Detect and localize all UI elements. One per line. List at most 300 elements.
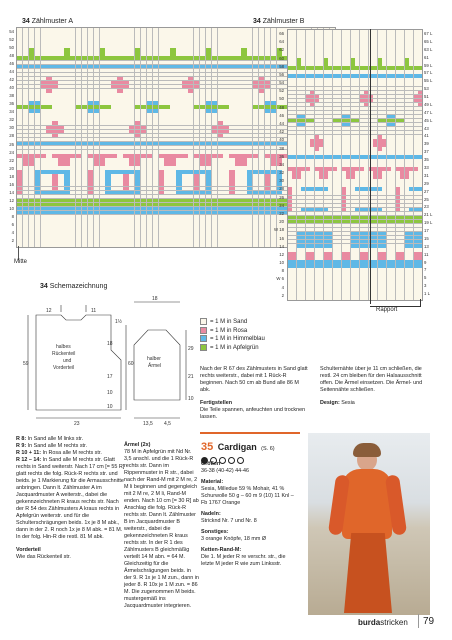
chart-cell [418, 119, 422, 123]
chart-cell [41, 223, 46, 227]
chart-cell [82, 138, 87, 142]
chart-cell [212, 235, 217, 239]
chart-cell [306, 163, 310, 167]
chart-cell [147, 48, 152, 52]
chart-cell [58, 243, 63, 247]
chart-cell [324, 284, 328, 288]
chart-cell [235, 158, 240, 162]
chart-cell [409, 62, 413, 66]
chart-cell [378, 284, 382, 288]
chart-cell [17, 223, 22, 227]
chart-cell [301, 78, 305, 82]
chart-cell [288, 147, 292, 151]
chart-cell [355, 58, 359, 62]
chart-cell [123, 32, 128, 36]
chart-cell [355, 95, 359, 99]
chart-cell [319, 135, 323, 139]
chart-cell [218, 28, 223, 32]
chart-cell [319, 119, 323, 123]
chart-cell [418, 30, 422, 34]
chart-cell [337, 208, 341, 212]
chart-cell [396, 111, 400, 115]
chart-cell [396, 143, 400, 147]
chart-cell [333, 244, 337, 248]
chart-cell [414, 244, 418, 248]
chart-cell [405, 147, 409, 151]
chart-cell [82, 211, 87, 215]
chart-cell [58, 166, 63, 170]
chart-cell [405, 196, 409, 200]
chart-cell [52, 187, 57, 191]
chart-cell [159, 162, 164, 166]
chart-cell [147, 195, 152, 199]
chart-cell [17, 199, 22, 203]
chart-cell [324, 260, 328, 264]
chart-cell [288, 119, 292, 123]
chart-cell [212, 121, 217, 125]
chart-cell [414, 236, 418, 240]
chart-cell [188, 166, 193, 170]
chart-cell [328, 264, 332, 268]
chart-cell [355, 70, 359, 74]
chart-cell [141, 69, 146, 73]
chart-cell [297, 228, 301, 232]
chart-cell [405, 212, 409, 216]
chart-cell [100, 89, 105, 93]
chart-cell [382, 191, 386, 195]
chart-cell [346, 236, 350, 240]
chart-cell [46, 121, 51, 125]
chart-cell [94, 215, 99, 219]
chart-cell [94, 36, 99, 40]
chart-cell [182, 231, 187, 235]
chart-cell [117, 121, 122, 125]
chart-cell [319, 103, 323, 107]
chart-cell [351, 151, 355, 155]
chart-cell [29, 146, 34, 150]
chart-cell [170, 56, 175, 60]
chart-cell [17, 117, 22, 121]
chart-cell [229, 235, 234, 239]
chart-cell [88, 166, 93, 170]
chart-cell [391, 78, 395, 82]
chart-cell [351, 264, 355, 268]
chart-cell [247, 44, 252, 48]
chart-cell [141, 211, 146, 215]
chart-cell [253, 93, 258, 97]
chart-cell [100, 174, 105, 178]
chart-cell [315, 131, 319, 135]
chart-cell [378, 54, 382, 58]
chart-cell [315, 216, 319, 220]
chart-cell [206, 97, 211, 101]
chart-cell [241, 227, 246, 231]
chart-cell [135, 40, 140, 44]
chart-cell [315, 155, 319, 159]
chart-cell [88, 219, 93, 223]
chart-cell [373, 66, 377, 70]
chart-cell [360, 196, 364, 200]
chart-cell [141, 109, 146, 113]
chart-cell [182, 203, 187, 207]
chart-cell [382, 204, 386, 208]
chart-cell [88, 126, 93, 130]
chart-cell [105, 113, 110, 117]
chart-cell [360, 260, 364, 264]
chart-cell [333, 171, 337, 175]
chart-cell [333, 196, 337, 200]
chart-cell [253, 48, 258, 52]
row-label: 54 [279, 80, 284, 86]
chart-cell [46, 89, 51, 93]
chart-cell [170, 215, 175, 219]
chart-cell [387, 91, 391, 95]
chart-cell [360, 200, 364, 204]
chart-cell [418, 232, 422, 236]
chart-cell [176, 182, 181, 186]
chart-cell [265, 56, 270, 60]
chart-cell [88, 146, 93, 150]
chart-cell [265, 109, 270, 113]
chart-cell [333, 34, 337, 38]
chart-cell [319, 155, 323, 159]
chart-cell [297, 264, 301, 268]
chart-cell [310, 123, 314, 127]
chart-cell [342, 224, 346, 228]
chart-cell [17, 211, 22, 215]
chart-cell [41, 235, 46, 239]
chart-cell [315, 212, 319, 216]
chart-cell [153, 121, 158, 125]
chart-cell [218, 182, 223, 186]
chart-cell [418, 196, 422, 200]
chart-cell [328, 167, 332, 171]
chart-cell [306, 216, 310, 220]
chart-cell [418, 224, 422, 228]
chart-cell [241, 93, 246, 97]
chart-cell [194, 235, 199, 239]
chart-cell [129, 243, 134, 247]
chart-cell [147, 182, 152, 186]
chart-cell [70, 130, 75, 134]
chart-cell [188, 77, 193, 81]
chart-cell [259, 187, 264, 191]
chart-cell [111, 97, 116, 101]
chart-cell [310, 240, 314, 244]
chart-cell [88, 231, 93, 235]
chart-cell [153, 105, 158, 109]
chart-cell [135, 48, 140, 52]
chart-cell [235, 32, 240, 36]
chart-cell [405, 280, 409, 284]
chart-cell [378, 191, 382, 195]
chart-cell [391, 66, 395, 70]
chart-cell [141, 81, 146, 85]
chart-cell [259, 126, 264, 130]
chart-cell [147, 56, 152, 60]
chart-cell [328, 159, 332, 163]
chart-cell [355, 91, 359, 95]
chart-cell [41, 28, 46, 32]
chart-cell [200, 130, 205, 134]
row-label: 46 [279, 112, 284, 118]
chart-cell [123, 85, 128, 89]
chart-cell [218, 146, 223, 150]
chart-cell [200, 150, 205, 154]
chart-cell [396, 232, 400, 236]
chart-cell [111, 142, 116, 146]
chart-cell [41, 231, 46, 235]
chart-cell [253, 101, 258, 105]
chart-cell [328, 292, 332, 296]
chart-cell [129, 81, 134, 85]
chart-cell [418, 42, 422, 46]
chart-cell [324, 208, 328, 212]
chart-cell [247, 109, 252, 113]
chart-cell [301, 30, 305, 34]
chart-cell [355, 260, 359, 264]
chart-cell [418, 260, 422, 264]
chart-cell [123, 207, 128, 211]
chart-cell [88, 121, 93, 125]
chart-cell [414, 66, 418, 70]
chart-cell [164, 121, 169, 125]
chart-cell [259, 243, 264, 247]
chart-cell [319, 228, 323, 232]
chart-cell [170, 142, 175, 146]
chart-cell [141, 203, 146, 207]
chart-cell [328, 163, 332, 167]
chart-cell [297, 139, 301, 143]
chart-cell [337, 66, 341, 70]
chart-cell [387, 58, 391, 62]
chart-cell [414, 196, 418, 200]
chart-cell [76, 36, 81, 40]
chart-cell [405, 58, 409, 62]
chart-cell [176, 130, 181, 134]
chart-cell [414, 58, 418, 62]
chart-cell [360, 34, 364, 38]
row-label: 62 [279, 47, 284, 53]
chart-cell [188, 219, 193, 223]
chart-cell [206, 121, 211, 125]
chart-cell [297, 232, 301, 236]
chart-cell [292, 34, 296, 38]
row-label: 44 [9, 69, 14, 75]
chart-cell [351, 284, 355, 288]
chart-cell [17, 182, 22, 186]
chart-cell [346, 135, 350, 139]
chart-cell [117, 77, 122, 81]
chart-cell [292, 212, 296, 216]
chart-cell [355, 236, 359, 240]
chart-cell [176, 231, 181, 235]
chart-cell [35, 73, 40, 77]
chart-cell [400, 91, 404, 95]
chart-cell [147, 105, 152, 109]
chart-cell [170, 61, 175, 65]
chart-cell [346, 280, 350, 284]
chart-cell [29, 48, 34, 52]
chart-cell [333, 87, 337, 91]
chart-cell [194, 109, 199, 113]
chart-cell [70, 44, 75, 48]
chart-cell [391, 191, 395, 195]
chart-cell [235, 44, 240, 48]
chart-cell [306, 191, 310, 195]
chart-cell [182, 121, 187, 125]
chart-cell [364, 288, 368, 292]
chart-cell [364, 175, 368, 179]
row-label: 48 [9, 53, 14, 59]
chart-cell [241, 109, 246, 113]
chart-cell [310, 264, 314, 268]
chart-cell [17, 105, 22, 109]
chart-cell [23, 69, 28, 73]
chart-cell [147, 243, 152, 247]
chart-cell [46, 195, 51, 199]
chart-cell [247, 32, 252, 36]
chart-cell [400, 66, 404, 70]
chart-cell [88, 150, 93, 154]
chart-cell [200, 219, 205, 223]
chart-cell [306, 228, 310, 232]
chart-cell [328, 107, 332, 111]
row-label: 6 [11, 221, 14, 227]
chart-cell [310, 208, 314, 212]
chart-cell [194, 113, 199, 117]
chart-cell [333, 284, 337, 288]
chart-cell [337, 204, 341, 208]
chart-cell [135, 113, 140, 117]
chart-cell [188, 32, 193, 36]
chart-cell [378, 200, 382, 204]
chart-cell [170, 32, 175, 36]
chart-cell [310, 292, 314, 296]
chart-cell [17, 158, 22, 162]
chart-cell [328, 103, 332, 107]
chart-cell [315, 74, 319, 78]
chart-cell [333, 240, 337, 244]
chart-cell [123, 121, 128, 125]
chart-cell [259, 77, 264, 81]
chart-cell [342, 240, 346, 244]
chart-cell [129, 77, 134, 81]
chart-cell [46, 69, 51, 73]
chart-cell [301, 232, 305, 236]
chart-cell [52, 235, 57, 239]
chart-cell [46, 166, 51, 170]
chart-cell [342, 232, 346, 236]
chart-cell [360, 212, 364, 216]
chart-cell [315, 252, 319, 256]
chart-cell [123, 36, 128, 40]
chart-cell [159, 77, 164, 81]
chart-cell [123, 166, 128, 170]
chart-cell [360, 155, 364, 159]
chart-cell [355, 42, 359, 46]
chart-cell [292, 123, 296, 127]
chart-cell [235, 227, 240, 231]
chart-cell [82, 77, 87, 81]
chart-cell [315, 256, 319, 260]
chart-cell [387, 119, 391, 123]
chart-cell [297, 220, 301, 224]
chart-cell [324, 155, 328, 159]
chart-cell [117, 105, 122, 109]
chart-cell [153, 199, 158, 203]
chart-cell [41, 117, 46, 121]
chart-cell [351, 196, 355, 200]
chart-cell [153, 231, 158, 235]
chart-cell [373, 42, 377, 46]
chart-cell [23, 207, 28, 211]
chart-cell [218, 56, 223, 60]
chart-cell [364, 50, 368, 54]
chart-cell [241, 203, 246, 207]
chart-cell [46, 235, 51, 239]
chart-cell [382, 123, 386, 127]
chart-cell [223, 81, 228, 85]
chart-cell [405, 99, 409, 103]
chart-cell [153, 166, 158, 170]
chart-cell [360, 131, 364, 135]
chart-cell [247, 150, 252, 154]
chart-cell [100, 48, 105, 52]
chart-cell [360, 220, 364, 224]
chart-cell [206, 239, 211, 243]
chart-cell [241, 101, 246, 105]
chart-cell [188, 105, 193, 109]
chart-cell [29, 32, 34, 36]
chart-cell [153, 227, 158, 231]
chart-cell [355, 78, 359, 82]
chart-cell [378, 82, 382, 86]
chart-cell [418, 272, 422, 276]
chart-cell [147, 93, 152, 97]
chart-cell [346, 74, 350, 78]
chart-cell [35, 215, 40, 219]
chart-cell [414, 228, 418, 232]
chart-cell [265, 166, 270, 170]
chart-cell [396, 107, 400, 111]
chart-cell [378, 171, 382, 175]
chart-cell [153, 239, 158, 243]
chart-cell [88, 81, 93, 85]
chart-cell [297, 171, 301, 175]
chart-cell [306, 54, 310, 58]
chart-cell [194, 69, 199, 73]
chart-cell [297, 50, 301, 54]
chart-cell [292, 284, 296, 288]
chart-cell [111, 239, 116, 243]
chart-cell [387, 143, 391, 147]
chart-cell [409, 288, 413, 292]
chart-cell [94, 56, 99, 60]
chart-cell [88, 162, 93, 166]
chart-cell [297, 74, 301, 78]
chart-cell [141, 195, 146, 199]
chart-cell [135, 126, 140, 130]
chart-cell [259, 130, 264, 134]
chart-cell [360, 62, 364, 66]
chart-cell [360, 58, 364, 62]
chart-cell [200, 203, 205, 207]
chart-cell [360, 95, 364, 99]
chart-cell [265, 85, 270, 89]
chart-cell [94, 134, 99, 138]
chart-cell [129, 65, 134, 69]
